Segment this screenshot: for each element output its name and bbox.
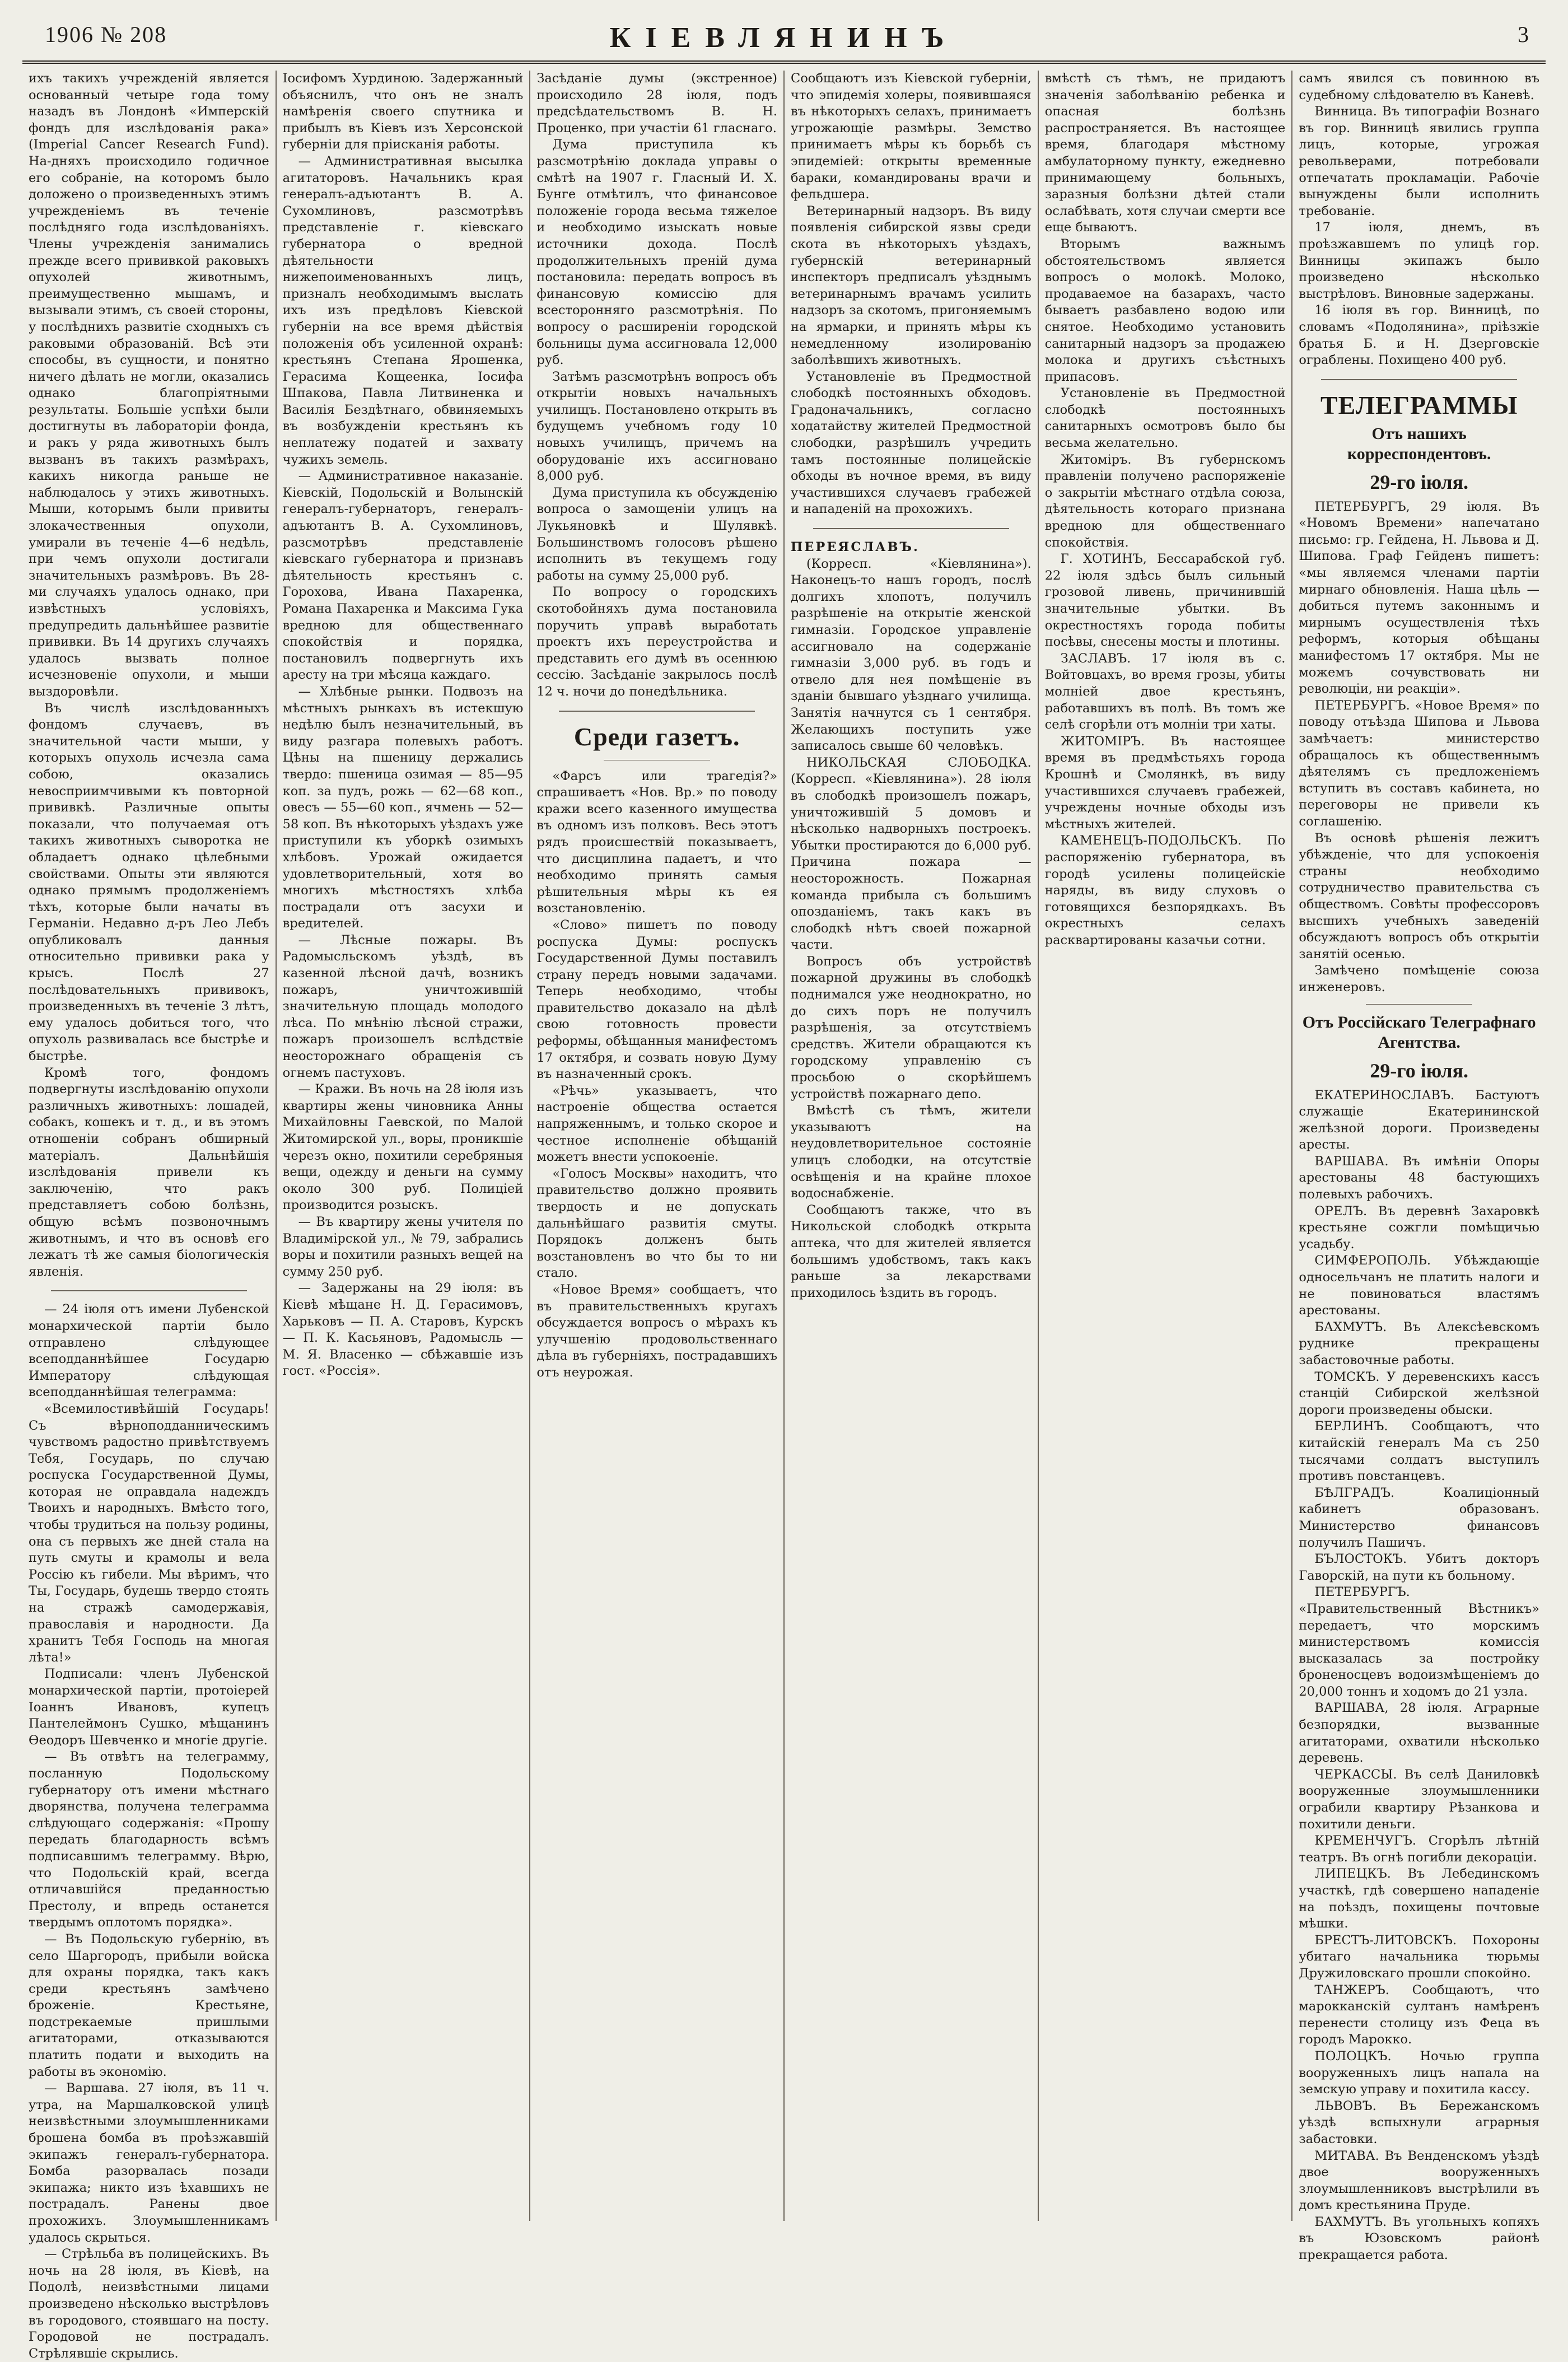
- article-paragraph: Установленіе въ Предмостной слободкѣ постоянныхъ обходовъ. Градоначальникъ, согласно ходатайству жителей Предмостной слободки, разрѣшилъ учредить тамъ постоянные полицейскіе обходы въ ночное время, въ виду участившихся случаевъ грабежей и нападеній на прохожихъ.: [791, 369, 1032, 517]
- article-paragraph: «Рѣчь» указываетъ, что настроеніе общества остается напряженнымъ, и только скорое и честное исполненіе обѣщаній можетъ внести успокоеніе.: [536, 1083, 778, 1165]
- article-paragraph: — Задержаны на 29 іюля: въ Кіевѣ мѣщане Н. Д. Герасимовъ, Харьковъ — П. А. Старовъ, Курскъ — П. К. Касьяновъ, Радомысль — М. Я. Власенко — сбѣжавшіе изъ гост. «Россія».: [282, 1281, 524, 1379]
- article-paragraph: Затѣмъ разсмотрѣнъ вопросъ объ открытіи новыхъ начальныхъ училищъ. Постановлено открыть въ будущемъ учебномъ году 10 новыхъ училищъ, причемъ на оборудованіе ихъ ассигновано 8,000 руб.: [536, 369, 778, 484]
- article-paragraph: Ветеринарный надзоръ. Въ виду появленія сибирской язвы среди скота въ нѣкоторыхъ уѣздахъ, губернскій ветеринарный инспекторъ предписалъ уѣзднымъ ветеринарнымъ врачамъ усилить надзоръ за скотомъ, пригоняемымъ на ярмарки, и принять мѣры къ немедленному изолированію заболѣвшихъ животныхъ.: [791, 203, 1032, 368]
- divider: [1366, 1004, 1472, 1005]
- article-paragraph: «Слово» пишетъ по поводу роспуска Думы: роспускъ Государственной Думы поставилъ страну передъ новыми задачами. Теперь необходимо, чтобы правительство доказало на дѣлѣ свою готовность провести реформы, обѣщанныя манифестомъ 17 октября, и созвать новую Думу въ назначенный срокъ.: [536, 917, 778, 1082]
- telegram-item: ПЕТЕРБУРГЪ. «Новое Время» по поводу отъѣзда Шипова и Львова замѣчаетъ: министерство обращалось къ общественнымъ дѣятелямъ съ предложеніемъ вступить въ составъ кабинета, но переговоры не привели къ соглашенію.: [1299, 698, 1540, 829]
- telegram-item: ЛЬВОВЪ. Въ Бережанскомъ уѣздѣ вспыхнули аграрныя забастовки.: [1299, 2098, 1540, 2146]
- column-4: [785, 71, 1039, 2221]
- telegram-item: ЕКАТЕРИНОСЛАВЪ. Бастуютъ служащіе Екатерининской желѣзной дороги. Произведены аресты.: [1299, 1087, 1540, 1152]
- article-paragraph: Подписали: членъ Лубенской монархической партіи, протоіерей Іоаннъ Ивановъ, купецъ Пантелеймонъ Сушко, мѣщанинъ Ѳеодоръ Шевченко и многіе другіе.: [29, 1667, 269, 1748]
- telegram-item: БАХМУТЪ. Въ Алексѣевскомъ руднике прекращены забастовочные работы.: [1299, 1319, 1540, 1367]
- divider: [1321, 379, 1517, 380]
- article-paragraph: самъ явился съ повинною въ судебному слѣдователю въ Каневѣ.: [1299, 71, 1540, 102]
- divider: [51, 1290, 247, 1291]
- article-paragraph: вмѣстѣ съ тѣмъ, не придаютъ значенія заболѣванію ребенка и опасная болѣзнь распространяется. Въ настоящее время, благодаря мѣстному амбулаторному пункту, ежедневно принимающему больныхъ, заразныя болѣзни дѣтей стали ослабѣвать, хотя случаи смерти все еще бываютъ.: [1044, 71, 1286, 235]
- article-paragraph: «Всемилостивѣйшій Государь! Съ вѣрноподданническимъ чувствомъ радостно привѣтствуемъ Тебя, Государь, по случаю роспуска Государственной Думы, которая не оправдала надеждъ Твоихъ и народныхъ. Вмѣсто того, чтобы трудиться на пользу родины, она съ первыхъ же дней стала на путь смуты и крамолы и вела Россію къ гибели. Мы вѣримъ, что Ты, Государь, будешь твердо стоять на стражѣ самодержавія, православія и народности. Да хранитъ Тебя Господь на многая лѣта!»: [29, 1401, 269, 1665]
- article-paragraph: — Административная высылка агитаторовъ. Начальникъ края генералъ-адъютантъ В. А. Сухомлиновъ, разсмотрѣвъ представленіе г. кіевскаго губернатора о вредной дѣятельности нижепоименованныхъ лицъ, призналъ необходимымъ выслать ихъ изъ предѣловъ Кіевской губерніи на все время дѣйствія положенія объ усиленной охранѣ: крестьянъ Степана Ярошенка, Герасима Кощеенка, Іосифа Шпакова, Павла Литвиненка и Василія Бездѣтнаго, обвиняемыхъ въ возбужденіи крестьянъ къ неплатежу податей и захвату чужихъ земель.: [282, 153, 524, 467]
- article-paragraph: 16 іюля въ гор. Винницѣ, по словамъ «Подолянина», пріѣзжіе братья Б. и Н. Дзерговскіе ограблены. Похищено 400 руб.: [1299, 303, 1540, 368]
- article-paragraph: ЗАСЛАВЪ. 17 іюля въ с. Войтовцахъ, во время грозы, убиты молніей двое крестьянъ, работавшихъ въ полѣ. Въ томъ же селѣ сгорѣли отъ молніи три хаты.: [1044, 651, 1286, 732]
- telegrams-subtitle: Отъ нашихъ корреспондентовъ.: [1347, 424, 1491, 463]
- divider: [813, 528, 1009, 529]
- article-paragraph: КАМЕНЕЦЪ-ПОДОЛЬСКЪ. По распоряженію губернатора, въ городѣ усилены полицейскіе наряды, въ виду слуховъ о готовящихся безпорядкахъ. Въ окрестныхъ селахъ расквартированы казачьи сотни.: [1044, 833, 1286, 947]
- newspaper-title: КІЕВЛЯНИНЪ: [609, 22, 959, 54]
- telegram-item: БЪЛОСТОКЪ. Убитъ докторъ Гаворскій, на пути къ больному.: [1299, 1552, 1540, 1583]
- section-title-newspapers: Среди газетъ.: [573, 722, 740, 751]
- telegrams-date: 29-го іюля.: [1370, 470, 1469, 493]
- page-number: 3: [1518, 22, 1529, 47]
- telegram-item: БРЕСТЪ-ЛИТОВСКЪ. Похороны убитаго начальника тюрьмы Дружиловскаго прошли спокойно.: [1299, 1932, 1540, 1981]
- article-paragraph: — 24 іюля отъ имени Лубенской монархической партіи было отправлено слѣдующее всеподданнѣйшее Государю Императору слѣдующая всеподданнѣйшая телеграмма:: [29, 1302, 269, 1400]
- telegram-item: ПОЛОЦКЪ. Ночью группа вооруженныхъ лицъ напала на земскую управу и похитила кассу.: [1299, 2048, 1540, 2097]
- article-paragraph: «Голосъ Москвы» находитъ, что правительство должно проявить твердость и не допускать дальнѣйшаго развитія смуты. Порядокъ долженъ быть возстановленъ во что бы то ни стало.: [536, 1166, 778, 1281]
- article-paragraph: Сообщаютъ также, что въ Никольской слободкѣ открыта аптека, что для жителей является большимъ удобствомъ, такъ какъ раньше за лекарствами приходилось ѣздить въ городъ.: [791, 1202, 1032, 1300]
- article-paragraph: Установленіе въ Предмостной слободкѣ постоянныхъ санитарныхъ осмотровъ было бы весьма желательно.: [1044, 386, 1286, 451]
- article-paragraph: — Въ отвѣтъ на телеграмму, посланную Подольскому губернатору отъ имени мѣстнаго дворянства, получена телеграмма слѣдующаго содержанія: «Прошу передать благодарность всѣмъ подписавшимъ телеграмму. Вѣрю, что Подольскій край, всегда отличавшійся преданностью Престолу, и впредь останется твердымъ оплотомъ порядка».: [29, 1749, 269, 1930]
- article-paragraph: Засѣданіе думы (экстренное) происходило 28 іюля, подъ предсѣдательствомъ В. Н. Проценко, при участіи 61 гласнаго.: [536, 71, 778, 136]
- article-paragraph: По вопросу о городскихъ скотобойняхъ дума постановила поручить управѣ выработать проектъ ихъ переустройства и представить его думѣ въ осеннюю сессію. Засѣданіе закрылось послѣ 12 ч. ночи до понедѣльника.: [536, 585, 778, 699]
- telegram-item: ВАРШАВА. Въ имѣніи Опоры арестованы 48 бастующихъ полевыхъ рабочихъ.: [1299, 1154, 1540, 1202]
- telegram-item: ВАРШАВА, 28 іюля. Аграрные безпорядки, вызванные агитаторами, охватили нѣсколько деревень.: [1299, 1701, 1540, 1766]
- article-paragraph: Вопросъ объ устройствѣ пожарной дружины въ слободкѣ поднимался уже неоднократно, но до сихъ поръ не получилъ разрѣшенія, за отсутствіемъ средствъ. Жители обращаются къ городскому управленію съ просьбою о скорѣйшемъ устройствѣ пожарнаго депо.: [791, 954, 1032, 1101]
- article-paragraph: «Новое Время» сообщаетъ, что въ правительственныхъ кругахъ обсуждается вопросъ о мѣрахъ къ улучшенію продовольственнаго дѣла въ губерніяхъ, пострадавшихъ отъ неурожая.: [536, 1282, 778, 1380]
- article-paragraph: — Кражи. Въ ночь на 28 іюля изъ квартиры жены чиновника Анны Михайловны Гаевской, по Малой Житомирской ул., воры, проникшіе черезъ окно, похитили серебряныя вещи, одежду и деньги на сумму около 300 руб. Полиціей производится розыскъ.: [282, 1082, 524, 1213]
- article-paragraph: «Фарсъ или трагедія?» спрашиваетъ «Нов. Вр.» по поводу кражи всего казенного имущества въ одномъ изъ полковъ. Весь этотъ рядъ происшествій показываетъ, что дисциплина падаетъ, и что необходимо принять самыя рѣшительныя мѣры къ ея возстановленію.: [536, 768, 778, 916]
- telegram-item: ПЕТЕРБУРГЪ. «Правительственный Вѣстникъ» передаетъ, что морскимъ министерствомъ комиссія высказалась за постройку броненосцевъ водоизмѣщеніемъ до 20,000 тоннъ и ходомъ до 21 узла.: [1299, 1585, 1540, 1699]
- article-paragraph: Сообщаютъ изъ Кіевской губерніи, что эпидемія холеры, появившаяся въ нѣкоторыхъ селахъ, принимаетъ угрожающіе размѣры. Земство принимаетъ мѣры къ борьбѣ съ эпидеміей: открыты временные бараки, командированы врачи и фельдшера.: [791, 71, 1032, 202]
- article-paragraph: Въ числѣ изслѣдованныхъ фондомъ случаевъ, въ значительной части мыши, у которыхъ опухоль исчезла сама собою, оказались невосприимчивыми къ повторной прививкѣ. Различные опыты показали, что получаемая отъ такихъ животныхъ сыворотка не обладаетъ однако цѣлебными свойствами. Опыты эти являются однако прямымъ продолженіемъ тѣхъ, которые были начаты въ Германіи. Недавно д-ръ Лео Лебъ опубликовалъ данныя относительно прививки рака у крысъ. Послѣ 27 послѣдовательныхъ прививокъ, произведенныхъ въ теченіе 3 лѣтъ, ему удалось добиться того, что опухоль развивалась все быстрѣе и быстрѣе.: [29, 701, 269, 1064]
- article-paragraph: Винница. Въ типографіи Вознаго въ гор. Винницѣ явились группа лицъ, которые, угрожая револьверами, потребовали отпечатать прокламаціи. Рабочіе вынуждены были исполнить требованіе.: [1299, 104, 1540, 218]
- telegram-item: СИМФЕРОПОЛЬ. Убѣждающіе односельчанъ не платить налоги и не повиноваться властямъ арестованы.: [1299, 1253, 1540, 1318]
- telegram-item: ТАНЖЕРЪ. Сообщаютъ, что марокканскій султанъ намѣренъ перенести столицу изъ Феца въ городъ Марокко.: [1299, 1982, 1540, 2047]
- article-paragraph: — Лѣсные пожары. Въ Радомысльскомъ уѣздѣ, въ казенной лѣсной дачѣ, возникъ пожаръ, уничтожившій значительную площадь молодого лѣса. По мнѣнію лѣсной стражи, пожаръ произошелъ вслѣдствіе неосторожнаго обращенія съ огнемъ пастуховъ.: [282, 932, 524, 1080]
- column-1: [22, 71, 277, 2361]
- section-title-telegrams: ТЕЛЕГРАММЫ: [1320, 390, 1518, 419]
- telegram-item: МИТАВА. Въ Венденскомъ уѣздѣ двое вооруженныхъ злоумышленниковъ выстрѣлили въ домъ крестьянина Пруде.: [1299, 2148, 1540, 2213]
- telegram-item: ЛИПЕЦКЪ. Въ Лебединскомъ участкѣ, гдѣ совершено нападеніе на поѣздъ, похищены почтовые мѣшки.: [1299, 1866, 1540, 1931]
- column-6: [1292, 71, 1546, 2263]
- divider: [559, 711, 755, 712]
- telegram-item: ТОМСКЪ. У деревенскихъ кассъ станцій Сибирской желѣзной дороги произведены обыски.: [1299, 1369, 1540, 1417]
- article-paragraph: Кромѣ того, фондомъ подвергнуты изслѣдованію опухоли различныхъ животныхъ: лошадей, собакъ, кошекъ и т. д., и въ этомъ отношеніи собранъ обширный матеріалъ. Дальнѣйшія изслѣдованія привели къ заключенію, что ракъ представляетъ собою болѣзнь, общую всѣмъ позвоночнымъ животнымъ, и что въ основѣ его лежатъ тѣ же самыя біологическія явленія.: [29, 1065, 269, 1279]
- article-paragraph: Дума приступила къ разсмотрѣнію доклада управы о смѣтѣ на 1907 г. Гласный И. Х. Бунге отмѣтилъ, что финансовое положеніе города весьма тяжелое и необходимо изыскать новые источники дохода. Послѣ продолжительныхъ преній дума постановила: передать вопросъ въ финансовую комиссію для всесторонняго разсмотрѣнія. По вопросу о расширеніи городской больницы дума ассигновала 12,000 руб.: [536, 137, 778, 368]
- telegram-item: КРЕМЕНЧУГЪ. Сгорѣлъ лѣтній театръ. Въ огнѣ погибли декораціи.: [1299, 1833, 1540, 1865]
- agency-subtitle: Отъ Россійскаго Телеграфнаго Агентства.: [1302, 1012, 1536, 1052]
- agency-date: 29-го іюля.: [1370, 1059, 1469, 1082]
- article-paragraph: НИКОЛЬСКАЯ СЛОБОДКА. (Корресп. «Кіевлянина»). 28 іюля въ слободкѣ произошелъ пожаръ, уничтожившій 5 домовъ и нѣсколько надворныхъ построекъ. Убытки простираются до 6,000 руб. Причина пожара — неосторожность. Пожарная команда прибыла съ большимъ опозданіемъ, такъ какъ въ слободкѣ нѣтъ своей пожарной части.: [791, 755, 1032, 953]
- article-paragraph: Г. ХОТИНЪ, Бессарабской губ. 22 іюля здѣсь былъ сильный грозовой ливень, причинившій значительные убытки. Въ окрестностяхъ города побиты посѣвы, снесены мосты и плотины.: [1044, 552, 1286, 650]
- column-2: [277, 71, 531, 2221]
- issue-number: 1906 № 208: [45, 22, 167, 47]
- article-paragraph: — Варшава. 27 іюля, въ 11 ч. утра, на Маршалковской улицѣ неизвѣстными злоумышленниками брошена бомба въ проѣзжавшій экипажъ генералъ-губернатора. Бомба разорвалась позади экипажа; никто изъ ѣхавшихъ не пострадалъ. Ранены двое прохожихъ. Злоумышленникамъ удалось скрыться.: [29, 2081, 269, 2245]
- telegram-item: ОРЕЛЪ. Въ деревнѣ Захаровкѣ крестьяне сожгли помѣщичью усадьбу.: [1299, 1203, 1540, 1252]
- telegram-item: ЧЕРКАССЫ. Въ селѣ Даниловкѣ вооруженные злоумышленники ограбили квартиру Рѣзанкова и похитили деньги.: [1299, 1767, 1540, 1832]
- telegram-item: БАХМУТЪ. Въ угольныхъ копяхъ въ Юзовскомъ районѣ прекращается работа.: [1299, 2214, 1540, 2263]
- column-3: [530, 71, 785, 2221]
- article-paragraph: Житоміръ. Въ губернскомъ правленіи получено распоряженіе о закрытіи мѣстнаго отдѣла союза, дѣятельность котораго признана вредною для общественнаго спокойствія.: [1044, 452, 1286, 550]
- article-paragraph: — Въ Подольскую губернію, въ село Шаргородъ, прибыли войска для охраны порядка, такъ какъ среди крестьянъ замѣчено броженіе. Крестьяне, подстрекаемые пришлыми агитаторами, отказываются платить подати и выходить на работы въ экономію.: [29, 1931, 269, 2079]
- article-paragraph: 17 іюля, днемъ, въ проѣзжавшемъ по улицѣ гор. Винницы экипажъ было произведено нѣсколько выстрѣловъ. Виновные задержаны.: [1299, 220, 1540, 301]
- article-paragraph: ихъ такихъ учрежденій является основанный четыре года тому назадъ въ Лондонѣ «Имперскій фондъ для изслѣдованія рака» (Imperial Cancer Research Fund). На-дняхъ происходило годичное его собраніе, на которомъ было доложено о произведенныхъ этимъ учрежденіемъ въ теченіе послѣдняго года изслѣдованіяхъ. Члены учрежденія занимались прежде всего прививкой раковыхъ опухолей животнымъ, преимущественно мышамъ, и вызывали этимъ, съ своей стороны, у послѣднихъ развитіе сходныхъ съ раковыми образованій. Всѣ эти способы, въ сущности, и понятно ничего дѣлать не могли, оказались однако благопріятными результаты. Большіе успѣхи были достигнуты въ лабораторіи фонда, и ракъ у ряда животныхъ былъ вызванъ въ такихъ размѣрахъ, какихъ никогда раньше не наблюдалось у этихъ животныхъ. Мыши, которымъ были привиты злокачественныя опухоли, умирали въ теченіе 4—6 недѣль, при чемъ опухоли достигали значительныхъ размѣровъ. Въ 28-ми случаяхъ удалось однако, при извѣстныхъ условіяхъ, предупредить дальнѣйшее развитіе прививки. Въ 14 другихъ случаяхъ удалось вызвать полное исчезновеніе опухоли, и мыши выздоровѣли.: [29, 71, 269, 699]
- column-5: [1039, 71, 1293, 2221]
- article-paragraph: (Корресп. «Кіевлянина»). Наконецъ-то нашъ городъ, послѣ долгихъ хлопотъ, получилъ разрѣшеніе на открытіе женской гимназіи. Городское управленіе ассигновало на содержаніе гимназіи 3,000 руб. въ годъ и отвело для нея помѣщеніе въ зданіи бывшаго уѣзднаго училища. Занятія начнутся съ 1 сентября. Желающихъ поступить уже записалось свыше 60 человѣкъ.: [791, 556, 1032, 754]
- article-paragraph: — Въ квартиру жены учителя по Владимірской ул., № 79, забрались воры и похитили разныхъ вещей на сумму 250 руб.: [282, 1214, 524, 1279]
- dateline-pereyaslav: ПЕРЕЯСЛАВЪ.: [791, 540, 920, 555]
- newspaper-page: [22, 17, 1546, 2361]
- article-paragraph: Вмѣстѣ съ тѣмъ, жители указываютъ на неудовлетворительное состояніе улицъ слободки, на отсутствіе освѣщенія и на крайне плохое водоснабженіе.: [791, 1103, 1032, 1201]
- telegram-item: Замѣчено помѣщеніе союза инженеровъ.: [1299, 963, 1540, 995]
- columns: [22, 71, 1546, 2361]
- page-header: [22, 17, 1546, 64]
- telegram-item: БѢЛГРАДЪ. Коалиціонный кабинетъ образованъ. Министерство финансовъ получилъ Пашичъ.: [1299, 1485, 1540, 1550]
- telegram-item: Въ основѣ рѣшенія лежитъ убѣжденіе, что для успокоенія страны необходимо сотрудничество правительства съ обществомъ. Совѣты профессоровъ высшихъ учебныхъ заведеній обсуждаютъ вопросъ объ открытіи занятій осенью.: [1299, 830, 1540, 961]
- article-paragraph: — Административное наказаніе. Кіевскій, Подольскій и Волынскій генералъ-губернаторъ, генералъ-адъютантъ В. А. Сухомлиновъ, разсмотрѣвъ представленіе кіевскаго губернатора и признавъ дѣятельность крестьянъ с. Горохова, Ивана Пахаренка, Романа Пахаренка и Максима Гука вредною для общественнаго спокойствія и порядка, постановилъ подвергнуть ихъ аресту на три мѣсяца каждаго.: [282, 469, 524, 683]
- article-paragraph: Іосифомъ Хурдиною. Задержанный объяснилъ, что онъ не зналъ намѣренія своего спутника и прибылъ въ Кіевъ изъ Херсонской губерніи для пріисканія работы.: [282, 71, 524, 152]
- article-paragraph: Дума приступила къ обсужденію вопроса о замощеніи улицъ на Лукьяновкѣ и Шулявкѣ. Большинствомъ голосовъ рѣшено исполнить въ текущемъ году работы на сумму 25,000 руб.: [536, 485, 778, 583]
- article-paragraph: — Стрѣльба въ полицейскихъ. Въ ночь на 28 іюля, въ Кіевѣ, на Подолѣ, неизвѣстными лицами произведено нѣсколько выстрѣловъ въ городового, стоявшаго на посту. Городовой не пострадалъ. Стрѣлявшіе скрылись.: [29, 2247, 269, 2361]
- article-paragraph: — Хлѣбные рынки. Подвозъ на мѣстныхъ рынкахъ въ истекшую недѣлю былъ незначительный, въ виду разгара полевыхъ работъ. Цѣны на пшеницу держались твердо: пшеница озимая — 85—95 коп. за пудъ, рожь — 62—68 коп., овесъ — 55—60 коп., ячмень — 52—58 коп. Въ нѣкоторыхъ уѣздахъ уже приступили къ уборкѣ озимыхъ хлѣбовъ. Урожай ожидается удовлетворительный, хотя во многихъ мѣстностяхъ хлѣба пострадали отъ засухи и вредителей.: [282, 684, 524, 931]
- article-paragraph: Вторымъ важнымъ обстоятельствомъ является вопросъ о молокѣ. Молоко, продаваемое на базарахъ, часто бываетъ разбавлено водою или снятое. Необходимо установить санитарный надзоръ за продажею молока и другихъ съѣстныхъ припасовъ.: [1044, 236, 1286, 384]
- telegram-item: БЕРЛИНЪ. Сообщаютъ, что китайскій генералъ Ма съ 250 тысячами солдатъ выступилъ противъ повстанцевъ.: [1299, 1419, 1540, 1484]
- telegram-item: ПЕТЕРБУРГЪ, 29 іюля. Въ «Новомъ Времени» напечатано письмо: гр. Гейдена, Н. Львова и Д. Шипова. Граф Гейденъ пишетъ: «мы являемся членами партіи мирнаго обновленія. Наша цѣль — добиться путемъ законнымъ и мирнымъ осуществленія тѣхъ реформъ, которыя обѣщаны манифестомъ 17 октября. Мы не можемъ сочувствовать ни революціи, ни реакціи».: [1299, 499, 1540, 697]
- article-paragraph: ЖИТОМІРЪ. Въ настоящее время въ предмѣстьяхъ города Крошнѣ и Смолянкѣ, въ виду участившихся случаевъ грабежей, учреждены ночные обходы изъ мѣстныхъ жителей.: [1044, 734, 1286, 832]
